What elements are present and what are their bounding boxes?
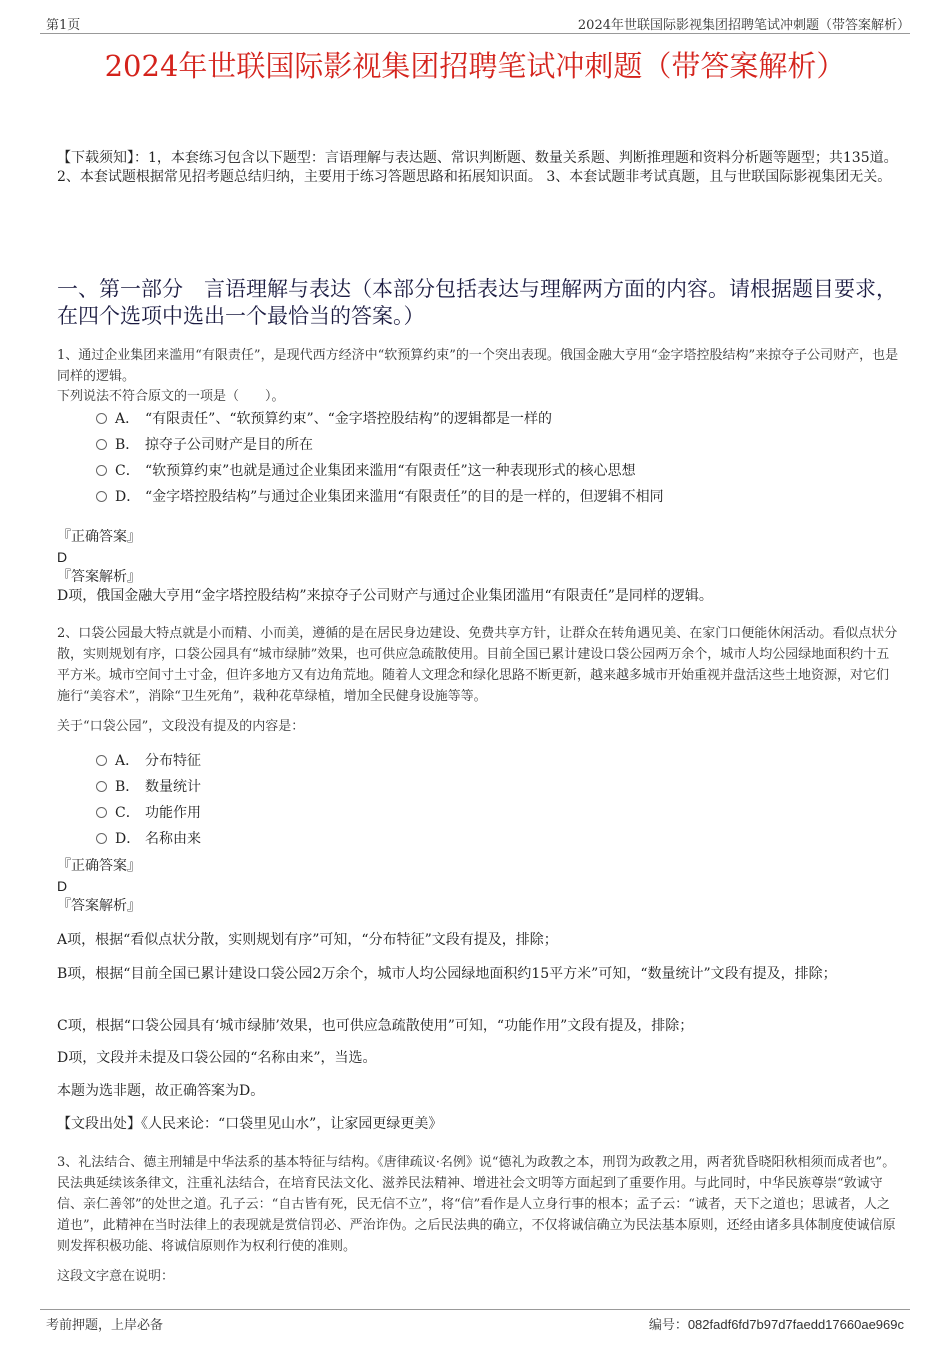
option-letter: A． (115, 411, 140, 427)
section-heading: 一、第一部分 言语理解与表达（本部分包括表达与理解两方面的内容。请根据题目要求，在四个选项中选出一个最恰当的答案。） (57, 277, 897, 328)
q2-option-d[interactable] (96, 828, 201, 850)
document-code-label: 编号： (648, 1318, 688, 1333)
footer-slogan: 考前押题，上岸必备 (46, 1318, 164, 1333)
option-text: “软预算约束”也就是通过企业集团来滥用“有限责任”这一种表现形式的核心思想 (145, 463, 636, 479)
option-text: 数量统计 (145, 779, 201, 795)
radio-icon[interactable] (96, 465, 107, 476)
option-text: 名称由来 (145, 831, 201, 847)
q2-analysis-a: A项，根据“看似点状分散，实则规划有序”可知，“分布特征”文段有提及，排除； (57, 932, 558, 948)
q1-option-d[interactable] (96, 486, 664, 508)
q2-analysis-d: D项，文段并未提及口袋公园的“名称由来”，当选。 (57, 1050, 377, 1066)
download-notice: 【下载须知】：1，本套练习包含以下题型：言语理解与表达题、常识判断题、数量关系题、判断推理题和资料分析题等题型；共135道。 2、本套试题根据常见招考题总结归纳，主要用于练习答题思路和拓展知识面。 3、本套试题非考试真题，且与世联国际影视集团无关。 (57, 150, 898, 185)
option-letter: B． (115, 779, 140, 795)
q1-option-c[interactable] (96, 460, 636, 482)
option-text: “金字塔控股结构”与通过企业集团来滥用“有限责任”的目的是一样的，但逻辑不相同 (145, 489, 664, 505)
option-letter: C． (115, 805, 140, 821)
option-text: “有限责任”、“软预算约束”、“金字塔控股结构”的逻辑都是一样的 (145, 411, 552, 427)
q1-answer-label: 『正确答案』 (57, 529, 141, 545)
option-letter: C． (115, 463, 140, 479)
document-code (649, 1314, 904, 1333)
document-code-value: 082fadf6fd7b97d7faedd17660ae969c (687, 1317, 904, 1332)
radio-icon[interactable] (96, 755, 107, 766)
footer-divider (40, 1309, 910, 1310)
q2-analysis-label: 『答案解析』 (57, 898, 141, 914)
radio-icon[interactable] (96, 833, 107, 844)
q2-option-b[interactable] (96, 776, 201, 798)
header-divider (40, 33, 910, 34)
q3-prompt: 这段文字意在说明： (57, 1269, 175, 1284)
q1-option-b[interactable] (96, 434, 313, 456)
option-letter: D． (115, 831, 141, 847)
option-letter: A． (115, 753, 140, 769)
q1-analysis: D项，俄国金融大亨用“金字塔控股结构”来掠夺子公司财产与通过企业集团滥用“有限责任”是同样的逻辑。 (57, 588, 713, 604)
q2-prompt: 关于“口袋公园”，文段没有提及的内容是： (57, 719, 305, 734)
q2-conclusion: 本题为选非题，故正确答案为D。 (57, 1083, 265, 1099)
q1-answer: D (57, 549, 68, 565)
q2-analysis-b: B项，根据“目前全国已累计建设口袋公园2万余个，城市人均公园绿地面积约15平方米”可知，“数量统计”文段有提及，排除； (57, 966, 837, 982)
q1-analysis-label: 『答案解析』 (57, 569, 141, 585)
radio-icon[interactable] (96, 491, 107, 502)
q2-source: 【文段出处】《人民来论：“口袋里见山水”，让家园更绿更美》 (57, 1116, 443, 1132)
q2-answer-label: 『正确答案』 (57, 858, 141, 874)
radio-icon[interactable] (96, 413, 107, 424)
radio-icon[interactable] (96, 807, 107, 818)
page-number: 第1页 (46, 18, 81, 33)
q2-option-c[interactable] (96, 802, 201, 824)
radio-icon[interactable] (96, 439, 107, 450)
q1-option-a[interactable] (96, 408, 552, 430)
q1-stem: 1、通过企业集团来滥用“有限责任”，是现代西方经济中“软预算约束”的一个突出表现。俄国金融大亨用“金字塔控股结构”来掠夺子公司财产，也是同样的逻辑。 (57, 348, 899, 384)
option-letter: D． (115, 489, 141, 505)
q2-option-a[interactable] (96, 750, 201, 772)
q2-answer: D (57, 878, 68, 894)
q1-prompt: 下列说法不符合原文的一项是（ ）。 (57, 389, 285, 404)
radio-icon[interactable] (96, 781, 107, 792)
q2-analysis-c: C项，根据“口袋公园具有‘城市绿肺’效果，也可供应急疏散使用”可知，“功能作用”文段有提及，排除； (57, 1018, 694, 1034)
option-text: 分布特征 (145, 753, 201, 769)
option-text: 功能作用 (145, 805, 201, 821)
q2-stem: 2、口袋公园最大特点就是小而精、小而美，遵循的是在居民身边建设、免费共享方针，让群众在转角遇见美、在家门口便能休闲活动。看似点状分散，实则规划有序，口袋公园具有“城市绿肺”效果，也可供应急疏散使用。目前全国已累计建设口袋公园两万余个，城市人均公园绿地面积约十五平方米。城市空间寸土寸金，但许多地方又有边角荒地。随着人文理念和绿化思路不断更新，越来越多城市开始重视并盘活这些土地资源，对它们施行“美容术”，消除“卫生死角”，栽种花草绿植，增加全民健身设施等等。 (57, 626, 898, 704)
running-header-title: 2024年世联国际影视集团招聘笔试冲刺题（带答案解析） (577, 18, 910, 33)
option-text: 掠夺子公司财产是目的所在 (145, 437, 313, 453)
page-title: 2024年世联国际影视集团招聘笔试冲刺题（带答案解析） (104, 49, 846, 83)
q3-stem: 3、礼法结合、德主刑辅是中华法系的基本特征与结构。《唐律疏议·名例》说“德礼为政教之本，刑罚为政教之用，两者犹昏晓阳秋相须而成者也”。民法典延续该条律文，注重礼法结合，在培育民法文化、滋养民法精神、增进社会文明等方面起到了重要作用。与此同时，中华民族尊崇“敦诚守信、亲仁善邻”的处世之道。孔子云：“自古皆有死，民无信不立”，将“信”看作是人立身行事的根本；孟子云：“诚者，天下之道也；思诚者，人之道也”，此精神在当时法律上的表现就是赏信罚必、严治诈伪。之后民法典的确立，不仅将诚信确立为民法基本原则，还经由诸多具体制度使诚信原则发挥积极功能、将诚信原则作为权利行使的准则。 (57, 1155, 896, 1254)
option-letter: B． (115, 437, 140, 453)
